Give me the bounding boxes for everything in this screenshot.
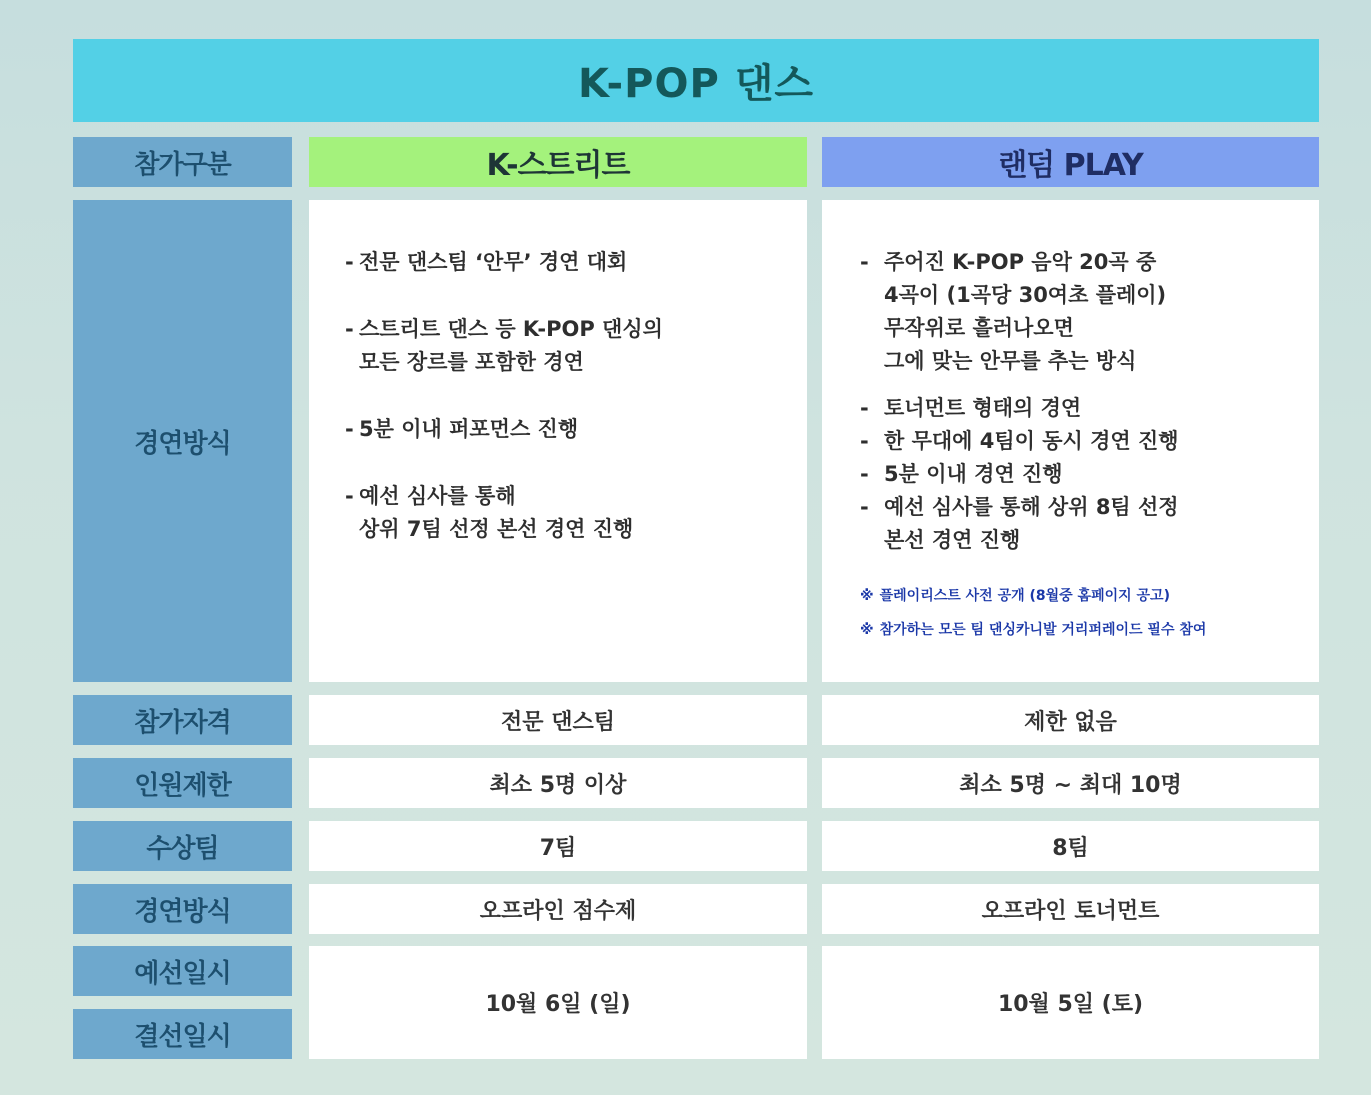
k-street-method-cell xyxy=(309,200,807,682)
random-play-award-teams: 8팀 xyxy=(822,821,1319,871)
list-item: - 스트리트 댄스 등 K-POP 댄싱의 모든 장르를 포함한 경연 xyxy=(345,317,663,374)
header-random-play: 랜덤 PLAY xyxy=(822,137,1319,187)
title-banner xyxy=(73,39,1319,122)
list-item: - 토너먼트 형태의 경연 xyxy=(860,396,1082,420)
label-team-size: 인원제한 xyxy=(73,758,292,808)
label-eligibility: 참가자격 xyxy=(73,695,292,745)
random-play-team-size: 최소 5명 ~ 최대 10명 xyxy=(822,758,1319,808)
list-item: - 주어진 K-POP 음악 20곡 중 4곡이 (1곡당 30여초 플레이) 무작위로 흘러나오면 그에 맞는 안무를 추는 방식 xyxy=(860,250,1167,373)
k-street-team-size: 최소 5명 이상 xyxy=(309,758,807,808)
list-item: - 전문 댄스팀 ‘안무’ 경연 대회 xyxy=(345,250,628,274)
list-item: - 예선 심사를 통해 상위 8팀 선정 본선 경연 진행 xyxy=(860,495,1179,552)
random-play-notes xyxy=(860,579,1206,647)
header-k-street: K-스트리트 xyxy=(309,137,807,187)
random-play-eligibility: 제한 없음 xyxy=(822,695,1319,745)
label-award-teams: 수상팀 xyxy=(73,821,292,871)
list-item: - 5분 이내 경연 진행 xyxy=(860,462,1063,486)
k-street-eligibility: 전문 댄스팀 xyxy=(309,695,807,745)
page-title: K-POP 댄스 xyxy=(578,61,814,107)
k-street-schedule: 10월 6일 (일) xyxy=(309,946,807,1059)
label-participation-category: 참가구분 xyxy=(73,137,292,187)
k-street-award-teams: 7팀 xyxy=(309,821,807,871)
note-item: ※ 참가하는 모든 팀 댄싱카니발 거리퍼레이드 필수 참여 xyxy=(860,622,1207,638)
random-play-method-list xyxy=(860,246,1179,557)
list-item: - 한 무대에 4팀이 동시 경연 진행 xyxy=(860,429,1179,453)
random-play-schedule: 10월 5일 (토) xyxy=(822,946,1319,1059)
label-preliminary-date: 예선일시 xyxy=(73,946,292,996)
label-competition-format: 경연방식 xyxy=(73,884,292,934)
list-item: - 5분 이내 퍼포먼스 진행 xyxy=(345,417,579,441)
label-final-date: 결선일시 xyxy=(73,1009,292,1059)
random-play-competition-format: 오프라인 토너먼트 xyxy=(822,884,1319,934)
random-play-method-cell xyxy=(822,200,1319,682)
k-street-competition-format: 오프라인 점수제 xyxy=(309,884,807,934)
note-item: ※ 플레이리스트 사전 공개 (8월중 홈페이지 공고) xyxy=(860,588,1170,604)
list-item: - 예선 심사를 통해 상위 7팀 선정 본선 경연 진행 xyxy=(345,484,634,541)
label-competition-method: 경연방식 xyxy=(73,200,292,682)
k-street-method-list xyxy=(345,246,663,546)
